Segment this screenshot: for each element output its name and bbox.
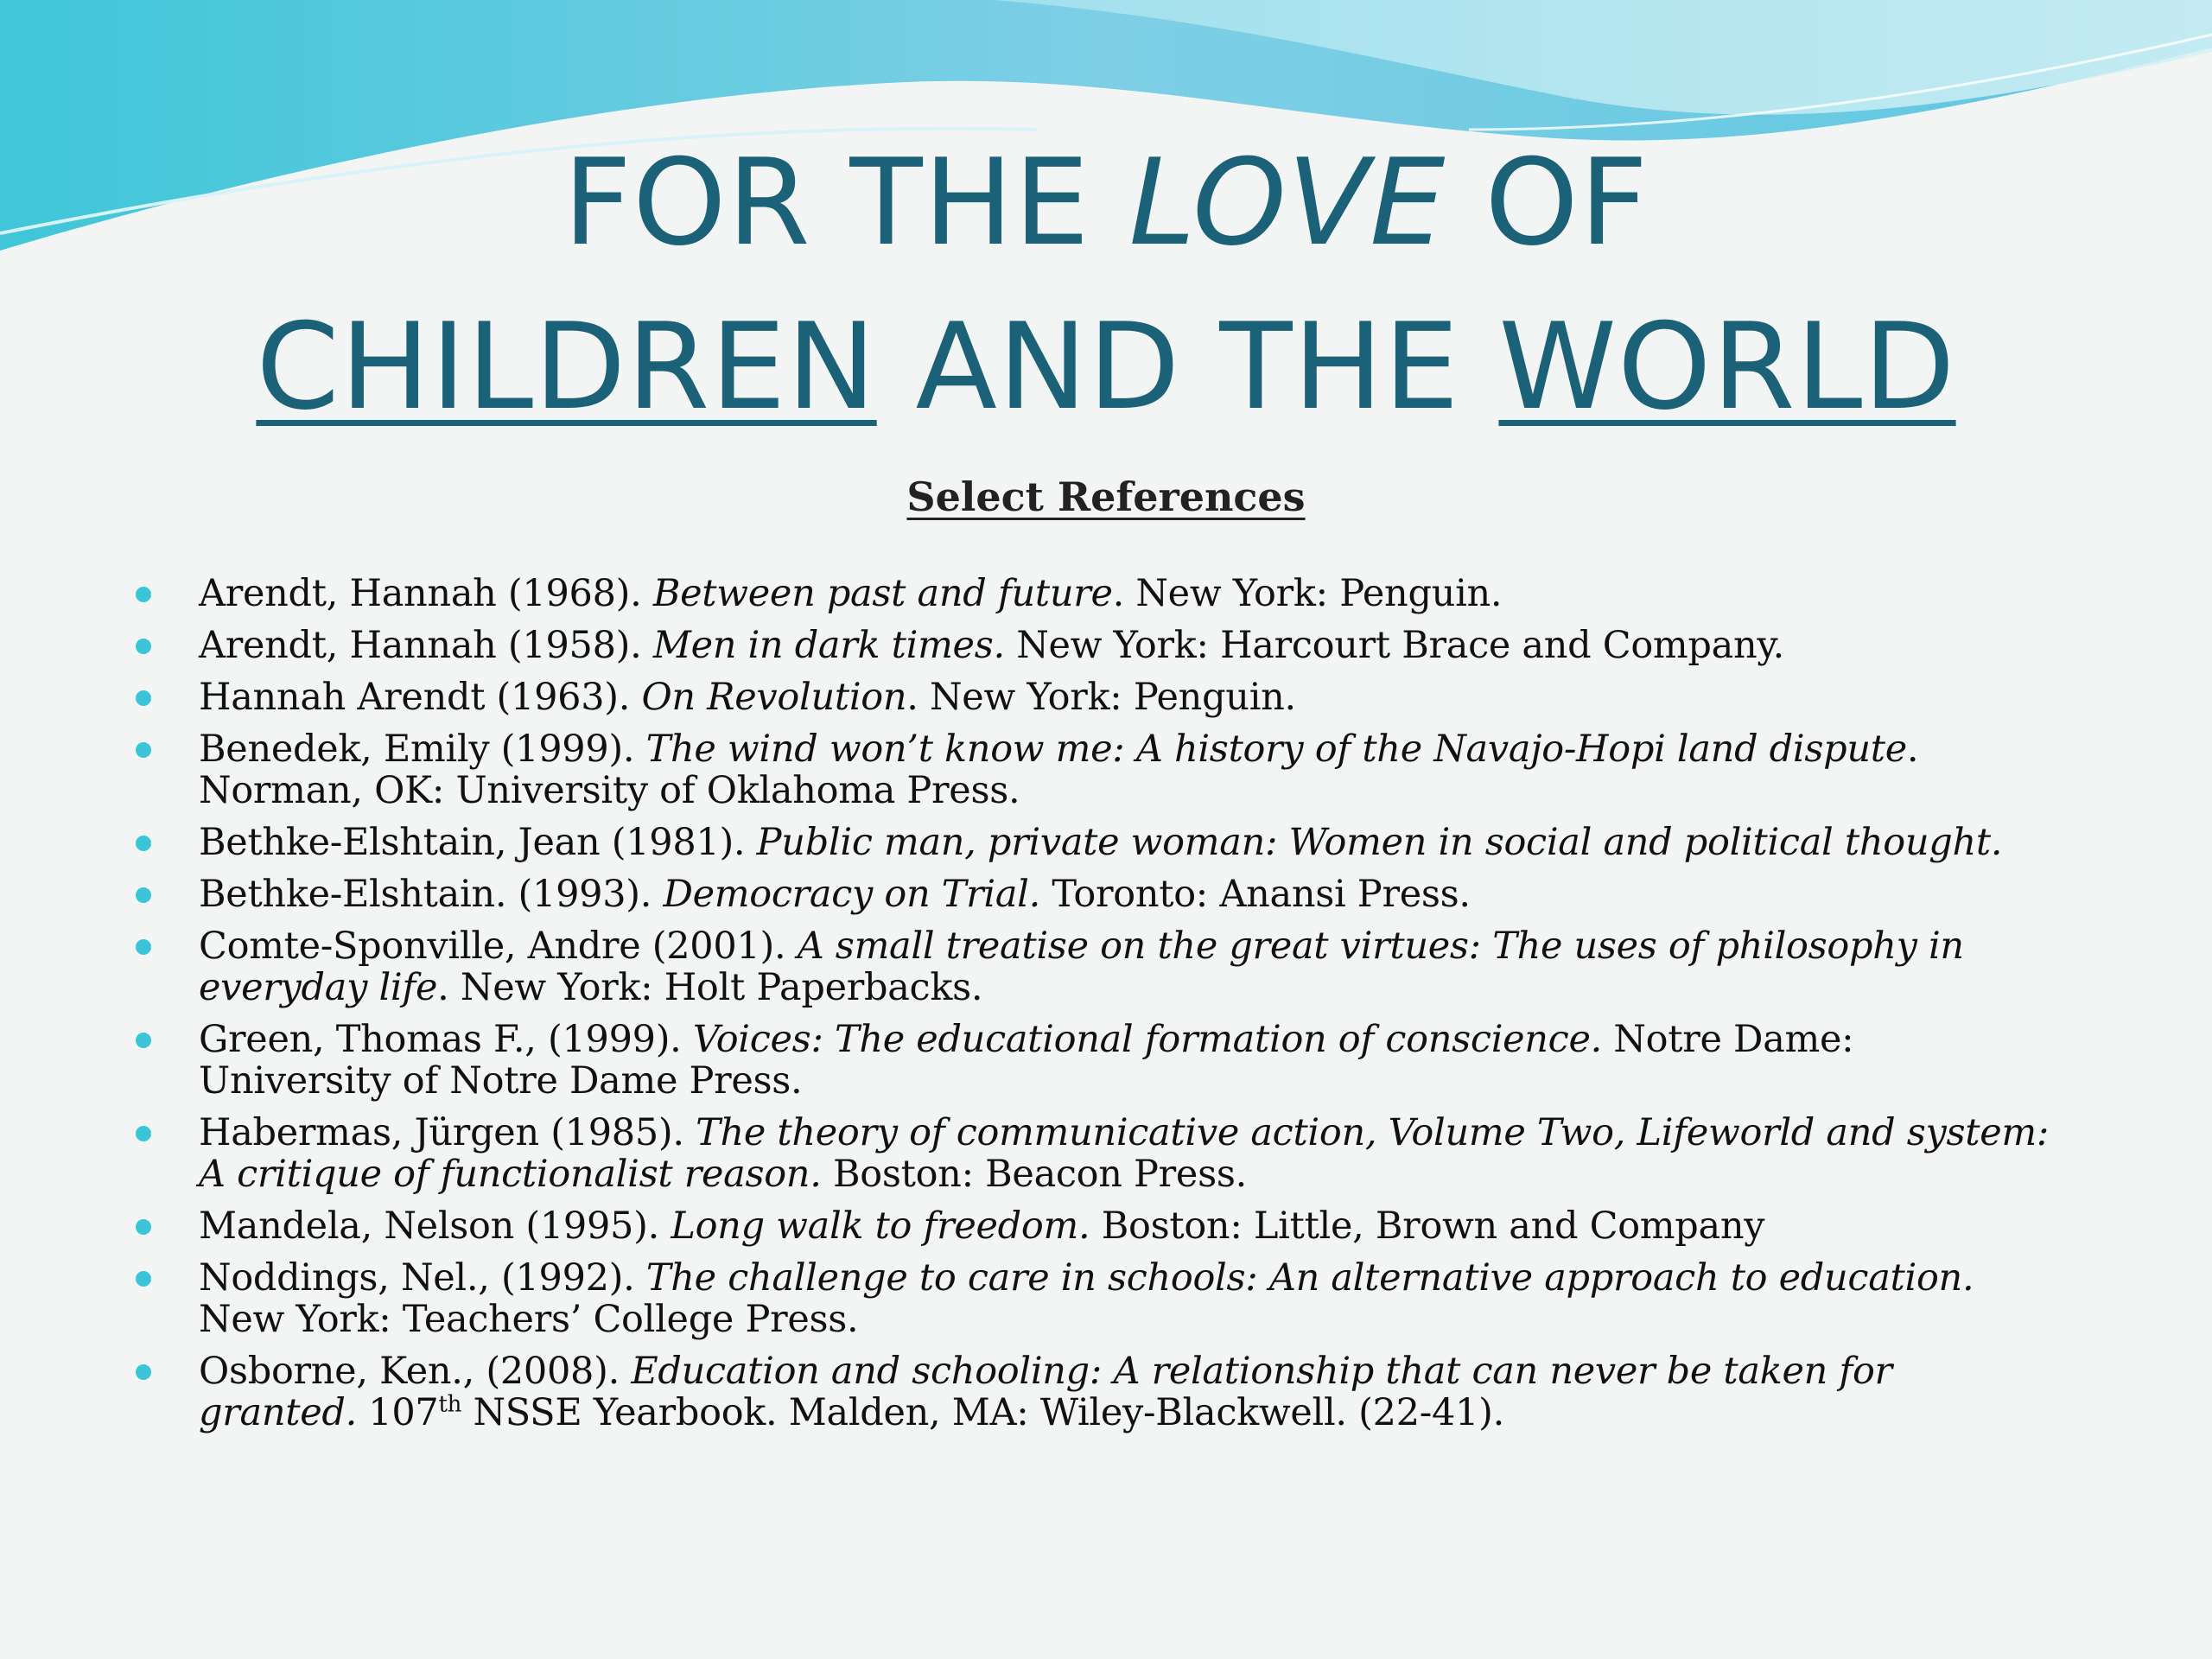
reference-pre: Arendt, Hannah (1968). — [199, 572, 653, 615]
reference-em: Public man, private woman: Women in social and political thought. — [756, 821, 2003, 864]
reference-pre: Mandela, Nelson (1995). — [199, 1205, 671, 1248]
reference-post: Boston: Little, Brown and Company — [1090, 1205, 1765, 1248]
reference-post: Notre Dame: University of Notre Dame Press. — [199, 1018, 1854, 1103]
reference-em: On Revolution — [641, 676, 907, 719]
reference-pre: Habermas, Jürgen (1985). — [199, 1111, 696, 1154]
reference-post: Boston: Beacon Press. — [821, 1153, 1247, 1196]
reference-post: New York: Teachers’ College Press. — [199, 1298, 859, 1341]
reference-post2: NSSE Yearbook. Malden, MA: Wiley-Blackwell. (22-41). — [461, 1391, 1504, 1434]
reference-em: The theory of communicative action, Volume Two, Lifeworld and system: A critique of functionalist reason. — [199, 1111, 2050, 1196]
reference-pre: Osborne, Ken., (2008). — [199, 1350, 632, 1393]
reference-item — [130, 677, 2056, 718]
bullet-icon — [136, 587, 151, 602]
reference-list — [130, 573, 2056, 1444]
reference-sup: th — [438, 1391, 462, 1418]
reference-item — [130, 573, 2056, 614]
reference-em: The challenge to care in schools: An alternative approach to education. — [645, 1256, 1974, 1300]
reference-em: Men in dark times. — [652, 624, 1005, 667]
reference-post: 107 — [356, 1391, 439, 1434]
reference-em: A small treatise on the great virtues: The uses of philosophy in everyday life — [199, 925, 1964, 1009]
reference-item — [130, 1351, 2056, 1433]
reference-item — [130, 1205, 2056, 1247]
reference-em: Education and schooling: A relationship that can never be taken for granted. — [199, 1350, 1892, 1434]
reference-pre: Noddings, Nel., (1992). — [199, 1256, 646, 1300]
bullet-icon — [136, 1364, 151, 1380]
reference-pre: Bethke-Elshtain. (1993). — [199, 873, 664, 916]
bullet-icon — [136, 1033, 151, 1048]
reference-post: Toronto: Anansi Press. — [1039, 873, 1471, 916]
reference-item — [130, 822, 2056, 863]
slide-title-line-1: FOR THE LOVE OF — [563, 133, 1649, 272]
reference-item — [130, 728, 2056, 811]
section-subtitle: Select References — [906, 474, 1306, 520]
bullet-icon — [136, 887, 151, 903]
bullet-icon — [136, 690, 151, 706]
bullet-icon — [136, 939, 151, 955]
reference-post: . Norman, OK: University of Oklahoma Press. — [199, 728, 1919, 812]
reference-em: Long walk to freedom. — [671, 1205, 1090, 1248]
reference-em: The wind won’t know me: A history of the Navajo-Hopi land dispute — [645, 728, 1907, 771]
reference-item — [130, 625, 2056, 666]
reference-post: New York: Harcourt Brace and Company. — [1004, 624, 1785, 667]
reference-item — [130, 1112, 2056, 1195]
reference-pre: Bethke-Elshtain, Jean (1981). — [199, 821, 757, 864]
bullet-icon — [136, 1126, 151, 1141]
bullet-icon — [136, 836, 151, 851]
reference-post: . New York: Penguin. — [906, 676, 1296, 719]
reference-item — [130, 874, 2056, 915]
reference-item — [130, 1019, 2056, 1102]
reference-post: . New York: Penguin. — [1112, 572, 1503, 615]
reference-post: . New York: Holt Paperbacks. — [437, 966, 983, 1009]
bullet-icon — [136, 1219, 151, 1235]
reference-pre: Benedek, Emily (1999). — [199, 728, 646, 771]
reference-pre: Comte-Sponville, Andre (2001). — [199, 925, 798, 968]
reference-em: Democracy on Trial. — [663, 873, 1040, 916]
reference-em: Between past and future — [652, 572, 1113, 615]
reference-item — [130, 925, 2056, 1008]
reference-em: Voices: The educational formation of conscience. — [692, 1018, 1602, 1061]
bullet-icon — [136, 742, 151, 758]
slide-title-line-2: CHILDREN AND THE WORLD — [256, 297, 1956, 436]
reference-pre: Hannah Arendt (1963). — [199, 676, 642, 719]
reference-item — [130, 1257, 2056, 1340]
bullet-icon — [136, 1271, 151, 1287]
bullet-icon — [136, 639, 151, 654]
reference-pre: Arendt, Hannah (1958). — [199, 624, 653, 667]
reference-pre: Green, Thomas F., (1999). — [199, 1018, 693, 1061]
